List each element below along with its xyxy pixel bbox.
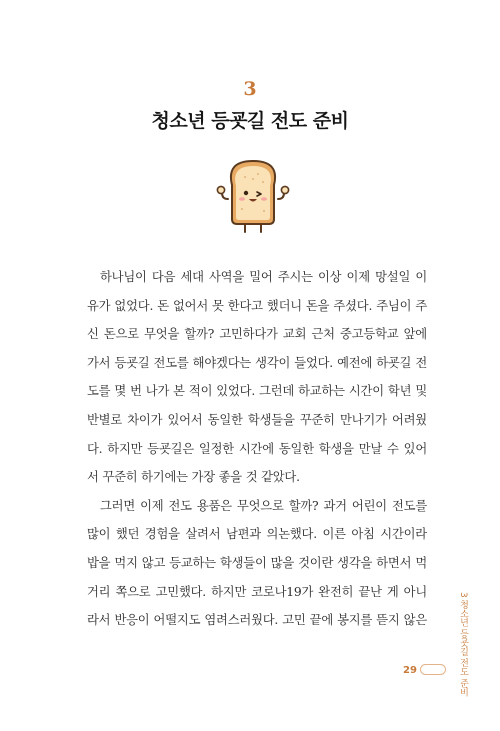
text-line: 유가 없었다. 돈 없어서 못 한다고 했더니 돈을 주셨다. 주님이 주 [87,298,427,313]
text-line: 라서 반응이 어떨지도 염려스러웠다. 고민 끝에 봉지를 뜯지 않은 [87,613,427,628]
text-line: 하나님이 다음 세대 사역을 밀어 주시는 이상 이제 망설일 이 [100,270,427,284]
page-number: 29 [403,665,417,676]
text-line: 밥을 먹지 않고 등교하는 학생들이 많을 것이란 생각을 하면서 먹 [87,555,427,570]
text-line: 가서 등굣길 전도를 해야겠다는 생각이 들었다. 예전에 하굣길 전 [87,355,427,370]
text-line: 다. 하지만 등굣길은 일정한 시간에 동일한 학생을 만날 수 있어 [87,441,427,456]
text-line: 반별로 차이가 있어서 동일한 학생들을 꾸준히 만나기가 어려웠 [87,412,427,427]
page-number-tab [420,664,446,675]
body-text [87,263,427,635]
chapter-title: 청소년 등굣길 전도 준비 [151,110,349,132]
running-head: 3 청소년 등굣길 전도 준비 [458,592,468,697]
text-line: 거리 쪽으로 고민했다. 하지만 코로나19가 완전히 끝난 게 아니 [87,584,427,599]
text-line: 그러면 이제 전도 용품은 무엇으로 할까? 과거 어린이 전도를 [100,498,427,513]
paragraph-1 [87,263,427,492]
text-line: 도를 몇 번 나가 본 적이 있었다. 그런데 하교하는 시간이 학년 및 [87,384,427,399]
chapter-number: 3 [243,78,257,100]
paragraph-2 [87,492,427,635]
toast-mascot-icon [212,155,294,237]
text-line: 많이 했던 경험을 살려서 남편과 의논했다. 이른 아침 시간이라 [87,527,427,542]
text-line: 신 돈으로 무엇을 할까? 고민하다가 교회 근처 중고등학교 앞에 [87,327,427,342]
text-line: 서 꾸준히 하기에는 가장 좋을 것 같았다. [87,470,300,485]
